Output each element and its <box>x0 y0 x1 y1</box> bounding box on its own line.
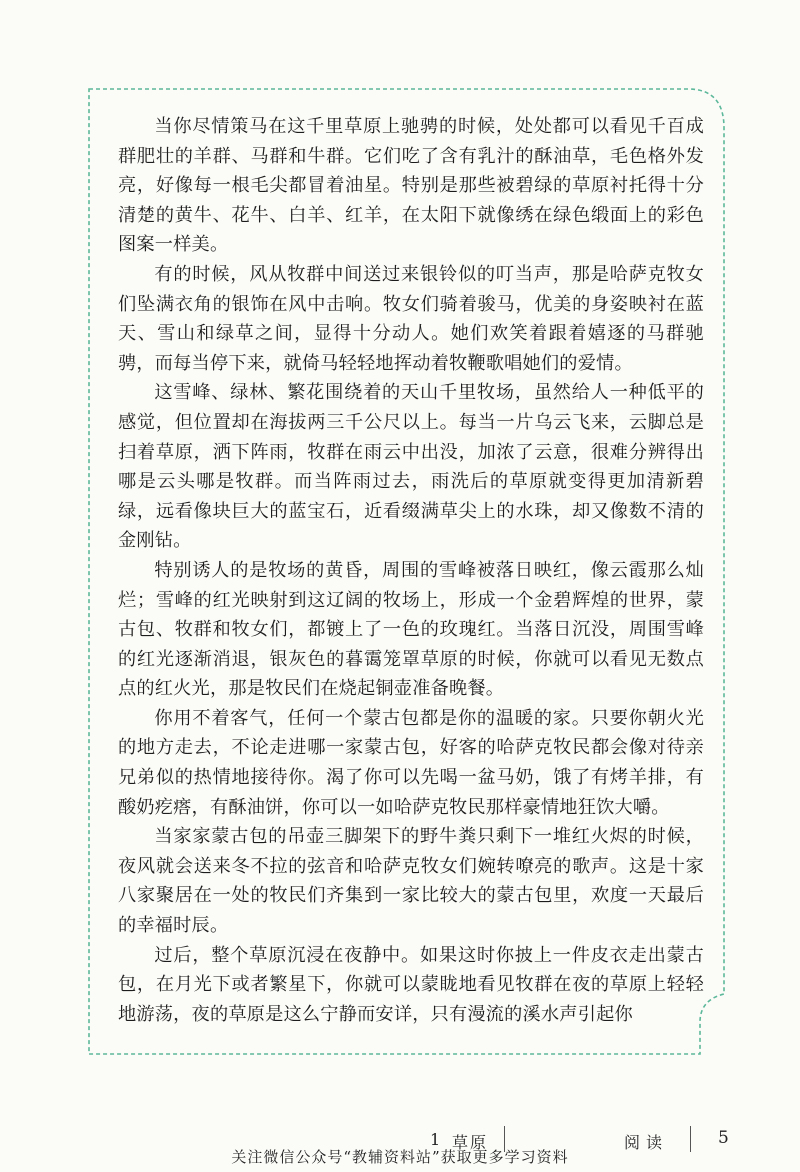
paragraph: 这雪峰、绿林、繁花围绕着的天山千里牧场，虽然给人一种低平的感觉，但位置却在海拔两三千公尺以上。每当一片乌云飞来，云脚总是扫着草原，洒下阵雨，牧群在雨云中出没，加浓了云意，很难分辨得出哪是云头哪是牧群。而当阵雨过去，雨洗后的草原就变得更加清新碧绿，远看像块巨大的蓝宝石，近看缀满草尖上的水珠，却又像数不清的金刚钻。 <box>118 382 704 552</box>
watermark-text: 关注微信公众号“教辅资料站”获取更多学习资料 <box>231 1148 569 1166</box>
chapter-title: 草原 <box>452 1133 489 1152</box>
section-label: 阅读 <box>624 1133 669 1152</box>
paragraph: 特别诱人的是牧场的黄昏，周围的雪峰被落日映红，像云霞那么灿烂；雪峰的红光映射到这辽阔的牧场上，形成一个金碧辉煌的世界，蒙古包、牧群和牧女们，都镀上了一色的玫瑰红。当落日沉没，周围雪峰的红光逐渐消退，银灰色的暮霭笼罩草原的时候，你就可以看见无数点点的红火光，那是牧民们在烧起铜壶准备晚餐。 <box>118 559 704 700</box>
paragraph: 有的时候，风从牧群中间送过来银铃似的叮当声，那是哈萨克牧女们坠满衣角的银饰在风中击响。牧女们骑着骏马，优美的身姿映衬在蓝天、雪山和绿草之间，显得十分动人。她们欢笑着跟着嬉逐的马群驰骋，而每当停下来，就倚马轻轻地挥动着牧鞭歌唱她们的爱情。 <box>118 263 704 374</box>
chapter-number: 1 <box>430 1130 441 1149</box>
paragraph: 当你尽情策马在这千里草原上驰骋的时候，处处都可以看见千百成群肥壮的羊群、马群和牛群。它们吃了含有乳汁的酥油草，毛色格外发亮，好像每一根毛尖都冒着油星。特别是那些被碧绿的草原衬托得十分清楚的黄牛、花牛、白羊、红羊，在太阳下就像绣在绿色缎面上的彩色图案一样美。 <box>118 116 704 256</box>
article-body <box>118 112 704 1029</box>
paragraph: 你用不着客气，任何一个蒙古包都是你的温暖的家。只要你朝火光的地方走去，不论走进哪一家蒙古包，好客的哈萨克牧民都会像对待亲兄弟似的热情地接待你。渴了你可以先喝一盆马奶，饿了有烤羊排，有酸奶疙瘩，有酥油饼，你可以一如哈萨克牧民那样豪情地狂饮大嚼。 <box>118 707 704 818</box>
paragraph: 当家家蒙古包的吊壶三脚架下的野牛粪只剩下一堆红火烬的时候，夜风就会送来冬不拉的弦音和哈萨克牧女们婉转嘹亮的歌声。这是十家八家聚居在一处的牧民们齐集到一家比较大的蒙古包里，欢度一天最后的幸福时辰。 <box>118 826 704 937</box>
page-number: 5 <box>718 1128 729 1148</box>
paragraph: 过后，整个草原沉浸在夜静中。如果这时你披上一件皮衣走出蒙古包，在月光下或者繁星下，你就可以蒙眬地看见牧群在夜的草原上轻轻地游荡，夜的草原是这么宁静而安详，只有漫流的溪水声引起你 <box>118 944 704 1025</box>
